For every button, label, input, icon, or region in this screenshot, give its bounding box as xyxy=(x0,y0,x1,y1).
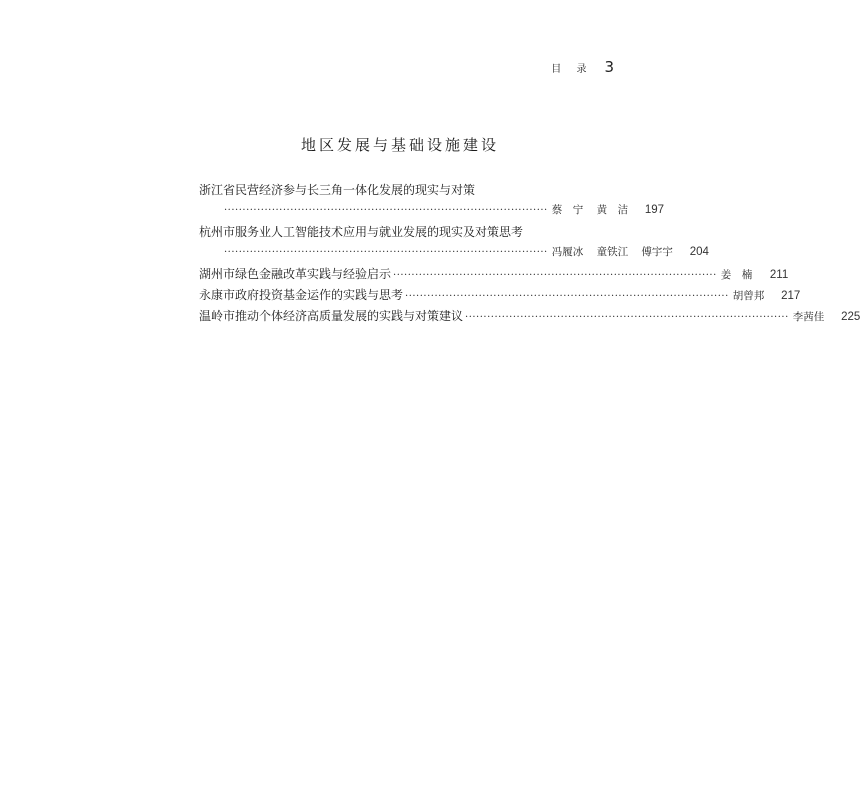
dot-leader: ························································································ xyxy=(224,205,548,216)
dot-leader: ························································································ xyxy=(224,247,548,258)
toc-entry[interactable] xyxy=(199,265,789,286)
author-name: 蔡 宁 xyxy=(551,204,584,216)
toc-entry-page: 225 xyxy=(841,311,860,323)
table-of-contents xyxy=(199,181,860,328)
header-label: 目 录 xyxy=(551,64,593,75)
toc-entry-page: 217 xyxy=(781,290,801,302)
toc-entry[interactable] xyxy=(199,181,665,223)
header-page-number: 3 xyxy=(604,58,614,76)
toc-entry-title: 浙江省民营经济参与长三角一体化发展的现实与对策 xyxy=(199,183,476,197)
toc-entry-authors xyxy=(793,309,825,324)
toc-entry-title: 永康市政府投资基金运作的实践与思考 xyxy=(199,288,404,302)
author-name: 冯履冰 xyxy=(551,246,584,258)
author-name: 童铁江 xyxy=(596,246,629,258)
author-name: 傅宇宇 xyxy=(641,246,673,258)
dot-leader: ························································································ xyxy=(405,291,729,302)
author-name: 姜 楠 xyxy=(720,269,753,281)
toc-entry-page: 204 xyxy=(689,246,709,258)
section-title: 地区发展与基础设施建设 xyxy=(300,136,499,154)
author-name: 李茜佳 xyxy=(792,311,825,323)
toc-entry-authors xyxy=(552,244,673,259)
toc-entry-authors xyxy=(552,202,628,217)
toc-entry-title: 温岭市推动个体经济高质量发展的实践与对策建议 xyxy=(199,309,464,323)
toc-entry[interactable] xyxy=(199,307,860,328)
toc-entry-authors xyxy=(721,267,753,282)
toc-entry-title: 湖州市绿色金融改革实践与经验启示 xyxy=(199,267,392,281)
author-name: 胡曾邦 xyxy=(732,290,765,302)
dot-leader: ························································································ xyxy=(465,312,789,323)
toc-entry-page: 211 xyxy=(769,269,789,281)
toc-entry-title: 杭州市服务业人工智能技术应用与就业发展的现实及对策思考 xyxy=(199,225,524,239)
toc-entry-authors xyxy=(733,288,765,303)
running-header xyxy=(551,58,614,76)
toc-entry[interactable] xyxy=(199,223,709,265)
toc-entry[interactable] xyxy=(199,286,801,307)
author-name: 黄 洁 xyxy=(596,204,629,216)
toc-entry-page: 197 xyxy=(644,204,665,216)
dot-leader: ························································································ xyxy=(393,270,717,281)
